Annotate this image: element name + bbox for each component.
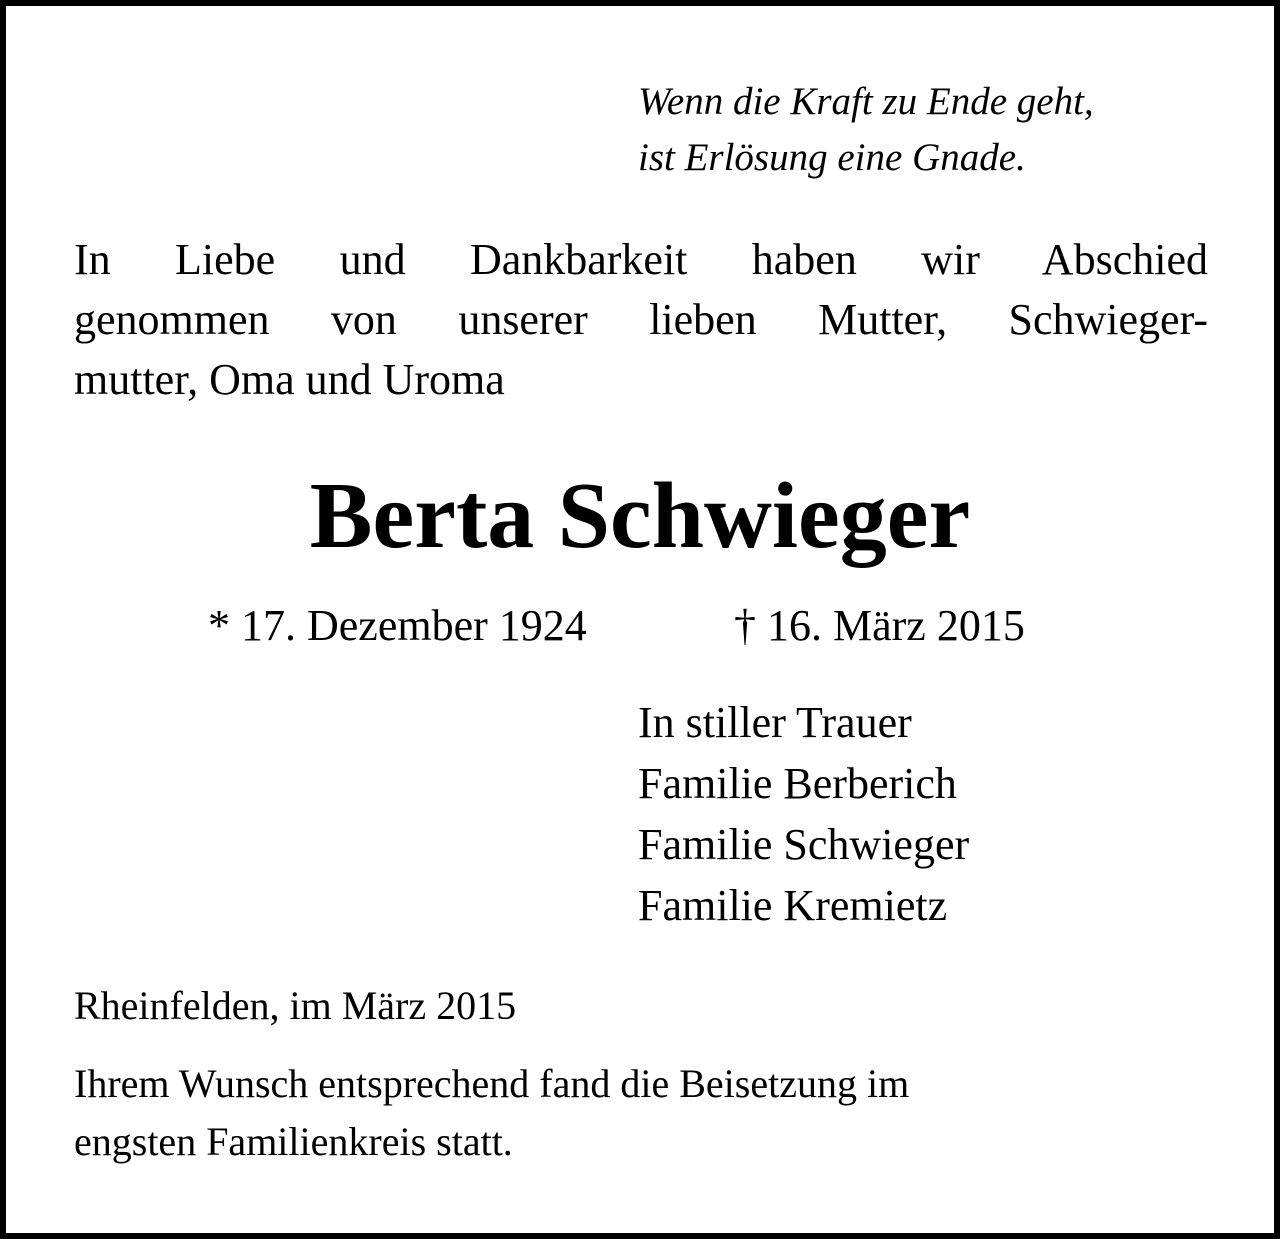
mourners-line: Familie Kremietz: [638, 881, 948, 930]
mourners-list: [638, 692, 969, 936]
burial-note: [74, 1055, 909, 1171]
intro-line: In Liebe und Dankbarkeit haben wir Abschied: [74, 235, 1208, 284]
birth-date: * 17. Dezember 1924: [208, 601, 587, 650]
motto-quote: [638, 74, 1238, 186]
place-and-date: Rheinfelden, im März 2015: [74, 983, 517, 1028]
burial-note-line: Ihrem Wunsch entsprechend fand die Beisetzung im: [74, 1061, 910, 1106]
mourners-line: Familie Schwieger: [638, 820, 970, 869]
mourners-line: Familie Berberich: [638, 759, 957, 808]
mourners-line: In stiller Trauer: [638, 698, 912, 747]
deceased-name: Berta Schwieger: [309, 464, 971, 568]
motto-line: ist Erlösung eine Gnade.: [638, 136, 1026, 179]
intro-line: genommen von unserer lieben Mutter, Schwieger-: [74, 295, 1208, 344]
intro-text: [74, 230, 1208, 410]
motto-line: Wenn die Kraft zu Ende geht,: [638, 80, 1094, 123]
death-date: † 16. März 2015: [734, 601, 1025, 650]
burial-note-line: engsten Familienkreis statt.: [74, 1119, 513, 1164]
intro-line: mutter, Oma und Uroma: [74, 355, 505, 404]
